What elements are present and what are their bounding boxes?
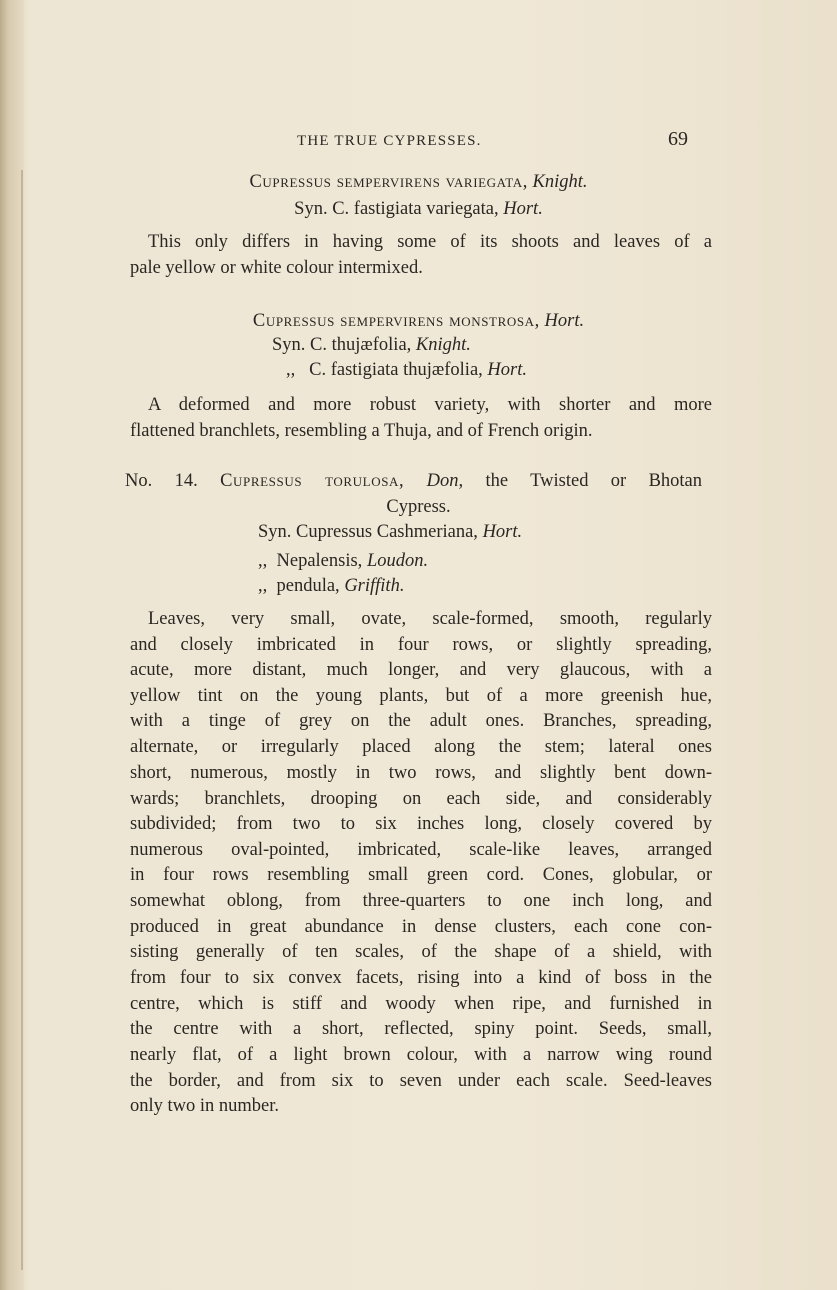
common-name-continued: Cypress. xyxy=(386,497,451,517)
description-line: in four rows resembling small green cord. Cones, globular, or xyxy=(130,865,712,885)
description-line: produced in great abundance in dense clusters, each cone con- xyxy=(130,917,712,937)
spine-fold-line xyxy=(21,170,23,1270)
synonym-author: Griffith. xyxy=(344,576,405,596)
entry-title xyxy=(0,311,837,332)
entry-title xyxy=(125,471,702,492)
synonym-text: Nepalensis, xyxy=(276,551,363,571)
synonym-line xyxy=(286,360,527,381)
description-line: the centre with a short, reflected, spiny point. Seeds, small, xyxy=(130,1019,712,1039)
species-author: Don, xyxy=(426,471,464,491)
synonym-text: Syn. C. thujæfolia, xyxy=(272,335,412,355)
species-author: Knight. xyxy=(532,172,588,192)
species-name: Cupressus sempervirens variegata, xyxy=(249,172,528,192)
synonym-author: Hort. xyxy=(487,360,527,380)
synonym-author: Hort. xyxy=(482,522,523,542)
description-line: from four to six convex facets, rising into a kind of boss in the xyxy=(130,968,712,988)
synonym-text: pendula, xyxy=(276,576,340,596)
synonym-author: Knight. xyxy=(415,335,471,355)
description-line: with a tinge of grey on the adult ones. Branches, spreading, xyxy=(130,711,712,731)
ditto-mark: ,, xyxy=(258,551,268,571)
species-name: Cupressus torulosa, xyxy=(220,471,405,491)
ditto-mark: ,, xyxy=(286,360,296,380)
description-line: wards; branchlets, drooping on each side, and considerably xyxy=(130,789,712,809)
page-header xyxy=(0,128,837,158)
running-title: THE TRUE CYPRESSES. xyxy=(297,133,482,149)
description-line: the border, and from six to seven under each scale. Seed-leaves xyxy=(130,1071,712,1091)
species-name: Cupressus sempervirens monstrosa, xyxy=(252,311,540,331)
description-line: pale yellow or white colour intermixed. xyxy=(130,258,423,278)
description-line: subdivided; from two to six inches long, closely covered by xyxy=(130,814,712,834)
description-line: and closely imbricated in four rows, or slightly spreading, xyxy=(130,635,712,655)
description-line: yellow tint on the young plants, but of a more greenish hue, xyxy=(130,686,712,706)
description-line: alternate, or irregularly placed along the stem; lateral ones xyxy=(130,737,712,757)
entry-number: No. 14. xyxy=(125,471,198,491)
synonym-text: Syn. Cupressus Cashmeriana, xyxy=(258,522,478,542)
description-line: flattened branchlets, resembling a Thuja, and of French origin. xyxy=(130,421,593,441)
description-line: centre, which is stiff and woody when ripe, and furnished in xyxy=(130,994,712,1014)
description-line: Leaves, very small, ovate, scale-formed, smooth, regularly xyxy=(148,609,712,629)
synonym-text: Syn. C. fastigiata variegata, xyxy=(294,199,499,219)
common-name: the Twisted or Bhotan xyxy=(485,471,703,491)
synonym-line xyxy=(258,551,428,572)
synonym-line xyxy=(272,335,471,356)
description-line: sisting generally of ten scales, of the shape of a shield, with xyxy=(130,942,712,962)
page-number: 69 xyxy=(668,128,688,150)
synonym-text: C. fastigiata thujæfolia, xyxy=(309,360,483,380)
synonym-author: Hort. xyxy=(503,199,543,219)
species-author: Hort. xyxy=(544,311,585,331)
description-line: only two in number. xyxy=(130,1096,280,1116)
description-line: short, numerous, mostly in two rows, and slightly bent down- xyxy=(130,763,712,783)
synonym-line xyxy=(258,522,522,543)
description-line: This only differs in having some of its shoots and leaves of a xyxy=(148,232,712,252)
description-line: A deformed and more robust variety, with shorter and more xyxy=(148,395,712,415)
synonym-author: Loudon. xyxy=(366,551,429,571)
description-line: acute, more distant, much longer, and very glaucous, with a xyxy=(130,660,712,680)
entry-title xyxy=(0,172,837,193)
description-line: nearly flat, of a light brown colour, with a narrow wing round xyxy=(130,1045,712,1065)
synonym-line xyxy=(258,576,404,597)
description-line: numerous oval-pointed, imbricated, scale-like leaves, arranged xyxy=(130,840,712,860)
description-line: somewhat oblong, from three-quarters to one inch long, and xyxy=(130,891,712,911)
ditto-mark: ,, xyxy=(258,576,268,596)
synonym-line xyxy=(0,199,837,220)
